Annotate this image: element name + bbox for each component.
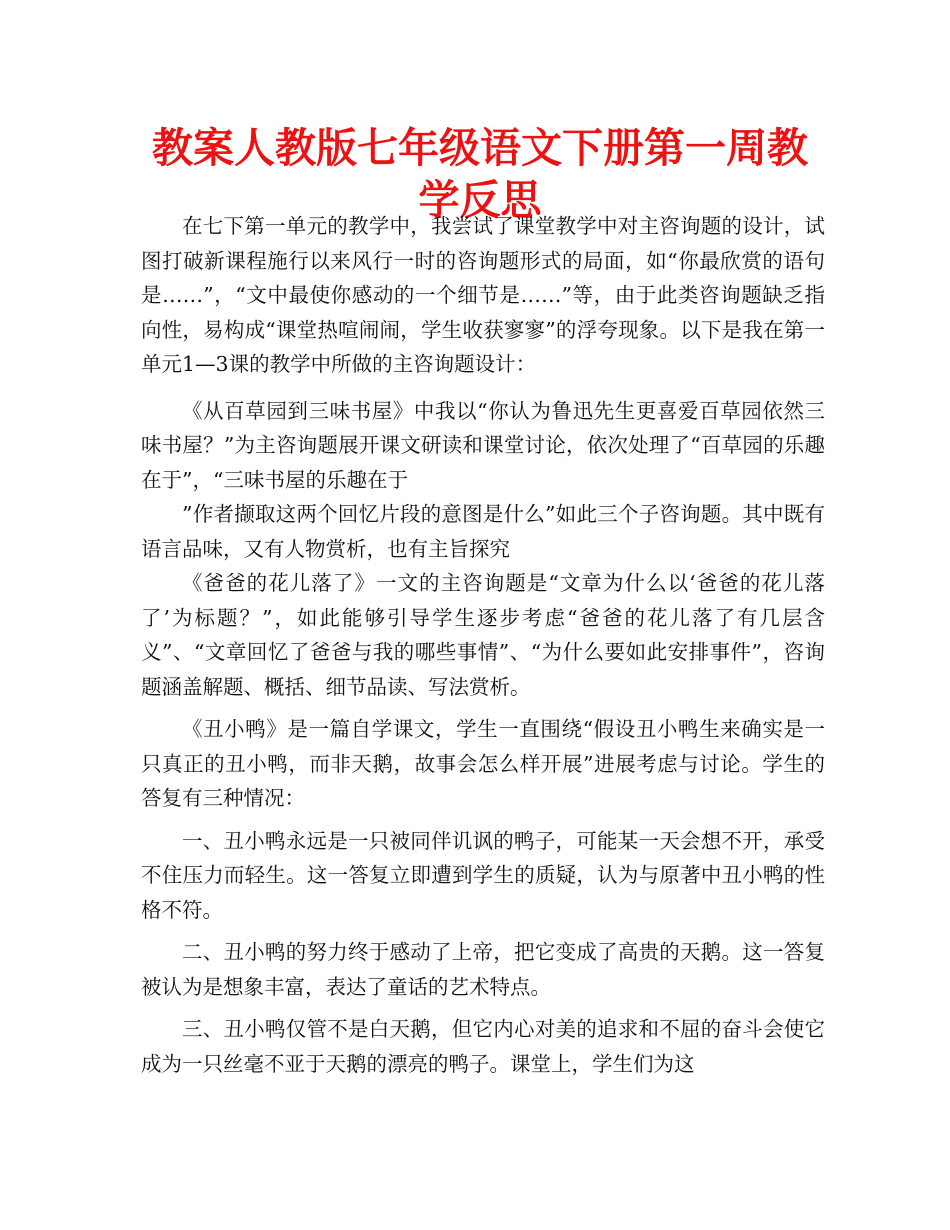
paragraph-answer-three: 三、丑小鸭仅管不是白天鹅，但它内心对美的追求和不屈的奋斗会使它成为一只丝毫不亚于天鹅的漂亮的鸭子。课堂上，学生们为这 [141,1017,825,1076]
document-title: 教案人教版七年级语文下册第一周教学反思 [152,124,808,224]
paragraph-answer-one: 一、丑小鸭永远是一只被同伴讥讽的鸭子，可能某一天会想不开，承受不住压力而轻生。这一答复立即遭到学生的质疑，认为与原著中丑小鸭的性格不符。 [141,828,825,922]
paragraph-baicaoyuan-continued: ”作者撷取这两个回忆片段的意图是什么”如此三个子咨询题。其中既有语言品味，又有人物赏析，也有主旨探究 [141,502,825,561]
paragraph-intro: 在七下第一单元的教学中，我尝试了课堂教学中对主咨询题的设计，试图打破新课程施行以来风行一时的咨询题形式的局面，如“你最欣赏的语句是……”，“文中最使你感动的一个细节是……”等，由于此类咨询题缺乏指向性，易构成“课堂热喧闹闹，学生收获寥寥”的浮夸现象。以下是我在第一单元1—3课的教学中所做的主咨询题设计： [141,214,825,376]
paragraph-chouxiaoya: 《丑小鸭》是一篇自学课文，学生一直围绕“假设丑小鸭生来确实是一只真正的丑小鸭，而非天鹅，故事会怎么样开展”进展考虑与讨论。学生的答复有三种情况： [141,717,825,810]
paragraph-answer-two: 二、丑小鸭的努力终于感动了上帝，把它变成了高贵的天鹅。这一答复被认为是想象丰富，表达了童话的艺术特点。 [141,940,825,999]
paragraph-baba-huaer: 《爸爸的花儿落了》一文的主咨询题是“文章为什么以‘爸爸的花儿落了’为标题？”，如此能够引导学生逐步考虑“爸爸的花儿落了有几层含义”、“文章回忆了爸爸与我的哪些事情”、“为什么要如此安排事件”，咨询题涵盖解题、概括、细节品读、写法赏析。 [141,571,825,699]
document-body [141,209,825,1081]
paragraph-baicaoyuan: 《从百草园到三味书屋》中我以“你认为鲁迅先生更喜爱百草园依然三味书屋？”为主咨询题展开课文研读和课堂讨论，依次处理了“百草园的乐趣在于”，“三味书屋的乐趣在于 [141,398,825,492]
